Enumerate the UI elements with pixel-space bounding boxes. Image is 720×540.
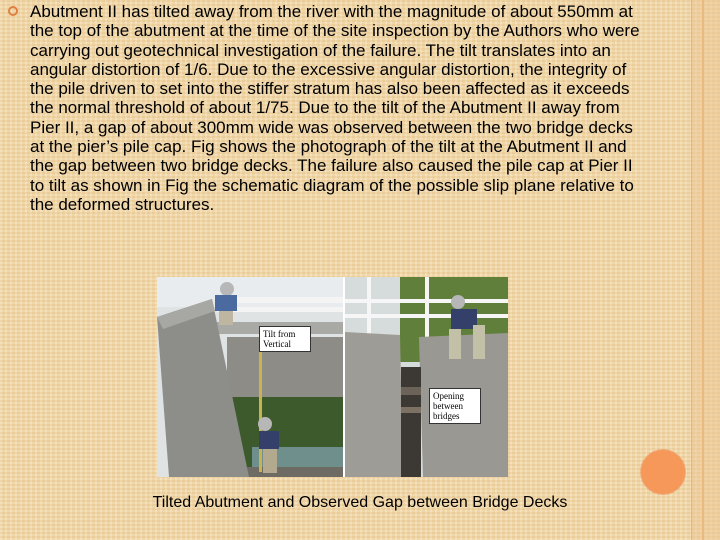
bridge-photo-right-panel (345, 277, 508, 477)
tilt-label-box (259, 326, 311, 352)
gap-label-line1: Opening (433, 391, 464, 401)
body-paragraph: Abutment II has tilted away from the river with the magnitude of about 550mm at the top of the abutment at the time of the site inspection by the Authors who were carrying out geotechnical investigation of the failure. The tilt translates into an angular distortion of 1/6. Due to the excessive angular distortion, the integrity of the pile driven to set into the stiffer stratum has also been affected as it exceeds the normal threshold of about 1/75. Due to the tilt of the Abutment II away from Pier II, a gap of about 300mm wide was observed between the two bridge decks at the pier’s pile cap. Fig shows the photograph of the tilt at the Abutment II and the gap between two bridge decks. The failure also caused the pile cap at Pier II to tilt as shown in Fig the schematic diagram of the possible slip plane relative to the deformed structures. (30, 2, 640, 214)
bullet-icon (8, 6, 18, 16)
gap-label-line3: bridges (433, 411, 460, 421)
bridge-photo (157, 277, 508, 477)
tilt-label-line2: Vertical (263, 339, 291, 349)
tilt-label-line1: Tilt from (263, 329, 296, 339)
gap-label-box (429, 388, 481, 424)
figure-caption: Tilted Abutment and Observed Gap between Bridge Decks (152, 494, 568, 511)
bridge-photo-left-panel (157, 277, 343, 477)
gap-label-line2: between (433, 401, 463, 411)
decorative-right-line (702, 0, 704, 540)
decorative-circle (641, 450, 685, 494)
decorative-right-strip (691, 0, 720, 540)
